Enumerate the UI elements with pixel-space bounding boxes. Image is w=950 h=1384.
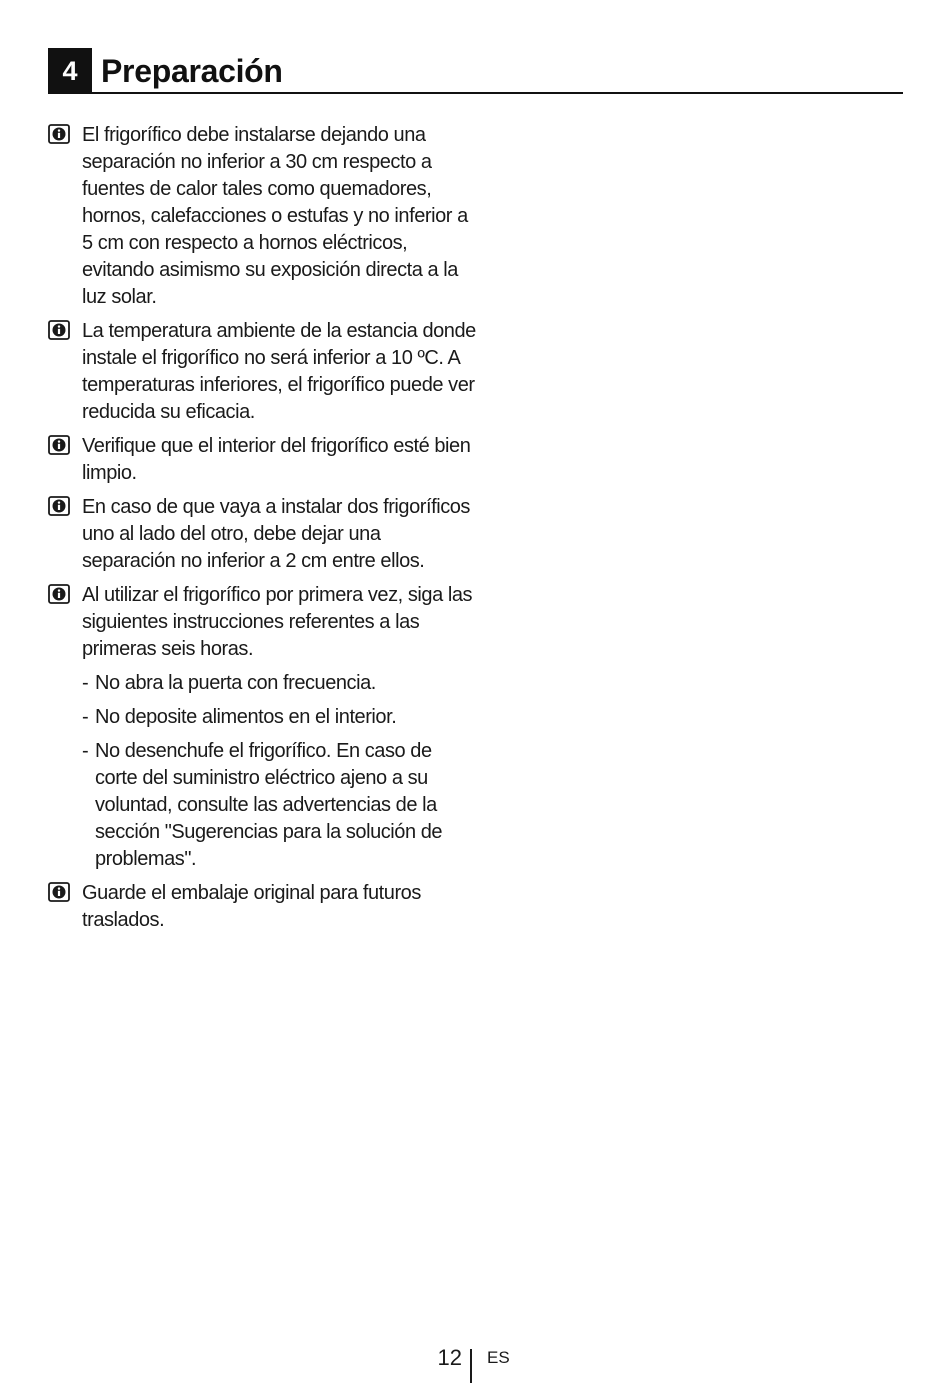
note-text: La temperatura ambiente de la estancia donde instale el frigorífico no será inferior a 10 ºC. A temperaturas inferiores, el frigorífico puede ver reducida su eficacia. xyxy=(82,320,476,423)
sub-list-item xyxy=(48,738,478,873)
info-icon xyxy=(48,882,70,902)
note-item xyxy=(48,582,478,663)
dash-marker: - xyxy=(82,740,89,762)
header-rule xyxy=(92,92,903,94)
note-item xyxy=(48,494,478,575)
footer-divider xyxy=(470,1349,472,1383)
sub-list-item xyxy=(48,670,478,697)
note-text: En caso de que vaya a instalar dos frigoríficos uno al lado del otro, debe dejar una separación no inferior a 2 cm entre ellos. xyxy=(82,496,470,572)
page-number: 12 xyxy=(437,1345,462,1370)
dash-marker: - xyxy=(82,706,89,728)
note-item xyxy=(48,433,478,487)
dash-marker: - xyxy=(82,672,89,694)
section-number: 4 xyxy=(48,48,92,94)
note-text: Guarde el embalaje original para futuros traslados. xyxy=(82,882,421,931)
notes-list xyxy=(48,122,478,941)
note-text: Verifique que el interior del frigorífico esté bien limpio. xyxy=(82,435,471,484)
section-title: Preparación xyxy=(101,53,283,89)
info-icon xyxy=(48,435,70,455)
language-code: ES xyxy=(487,1348,510,1367)
note-text: Al utilizar el frigorífico por primera vez, siga las siguientes instrucciones referentes a las primeras seis horas. xyxy=(82,584,473,660)
note-text: El frigorífico debe instalarse dejando una separación no inferior a 30 cm respecto a fuentes de calor tales como quemadores, hornos, calefacciones o estufas y no inferior a 5 cm con respecto a hornos eléctricos, evitando asimismo su exposición directa a la luz solar. xyxy=(82,124,468,308)
section-header xyxy=(48,48,903,94)
note-item xyxy=(48,318,478,426)
info-icon xyxy=(48,320,70,340)
info-icon xyxy=(48,124,70,144)
sub-list-text: No desenchufe el frigorífico. En caso de corte del suministro eléctrico ajeno a su voluntad, consulte las advertencias de la sección "Sugerencias para la solución de problemas". xyxy=(95,740,443,870)
info-icon xyxy=(48,584,70,604)
note-item xyxy=(48,880,478,934)
sub-list-text: No abra la puerta con frecuencia. xyxy=(95,672,376,694)
sub-list-item xyxy=(48,704,478,731)
note-item xyxy=(48,122,478,311)
info-icon xyxy=(48,496,70,516)
sub-list-text: No deposite alimentos en el interior. xyxy=(95,706,397,728)
